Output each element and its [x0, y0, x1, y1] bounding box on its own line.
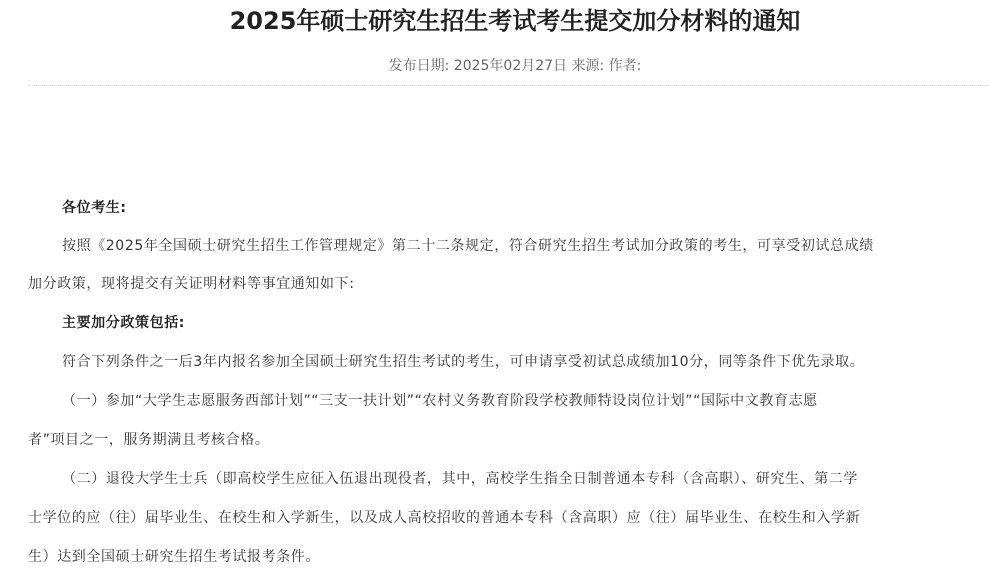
- paragraph-line: 士学位的应（往）届毕业生、在校生和入学新生，以及成人高校招收的普通本专科（含高职）应（往）届毕业生、在校生和入学新: [28, 510, 861, 526]
- paragraph-line: 者”项目之一，服务期满且考核合格。: [28, 432, 270, 448]
- section-heading: 主要加分政策包括:: [62, 315, 185, 331]
- publish-date-label: 发布日期:: [388, 58, 450, 74]
- author-label: 作者:: [608, 58, 642, 74]
- article-title: 2025年硕士研究生招生考试考生提交加分材料的通知: [229, 7, 801, 35]
- article-meta: [0, 56, 989, 76]
- source-label: 来源:: [571, 58, 605, 74]
- paragraph-line: 按照《2025年全国硕士研究生招生工作管理规定》第二十二条规定，符合研究生招生考试加分政策的考生，可享受初试总成绩: [62, 238, 874, 254]
- paragraph-line: 生）达到全国硕士研究生招生考试报考条件。: [28, 549, 320, 565]
- salutation: 各位考生:: [62, 200, 127, 216]
- header-divider: [28, 85, 989, 86]
- paragraph-line: 加分政策，现将提交有关证明材料等事宜通知如下:: [28, 276, 355, 292]
- paragraph-line: （二）退役大学生士兵（即高校学生应征入伍退出现役者，其中，高校学生指全日制普通本专科（含高职）、研究生、第二学: [62, 471, 858, 487]
- paragraph-line: （一）参加“大学生志愿服务西部计划”“三支一扶计划”“农村义务教育阶段学校教师特设岗位计划”“国际中文教育志愿: [62, 393, 818, 409]
- publish-date: 2025年02月27日: [453, 58, 568, 74]
- paragraph-line: 符合下列条件之一后3年内报名参加全国硕士研究生招生考试的考生，可申请享受初试总成绩加10分，同等条件下优先录取。: [62, 354, 865, 370]
